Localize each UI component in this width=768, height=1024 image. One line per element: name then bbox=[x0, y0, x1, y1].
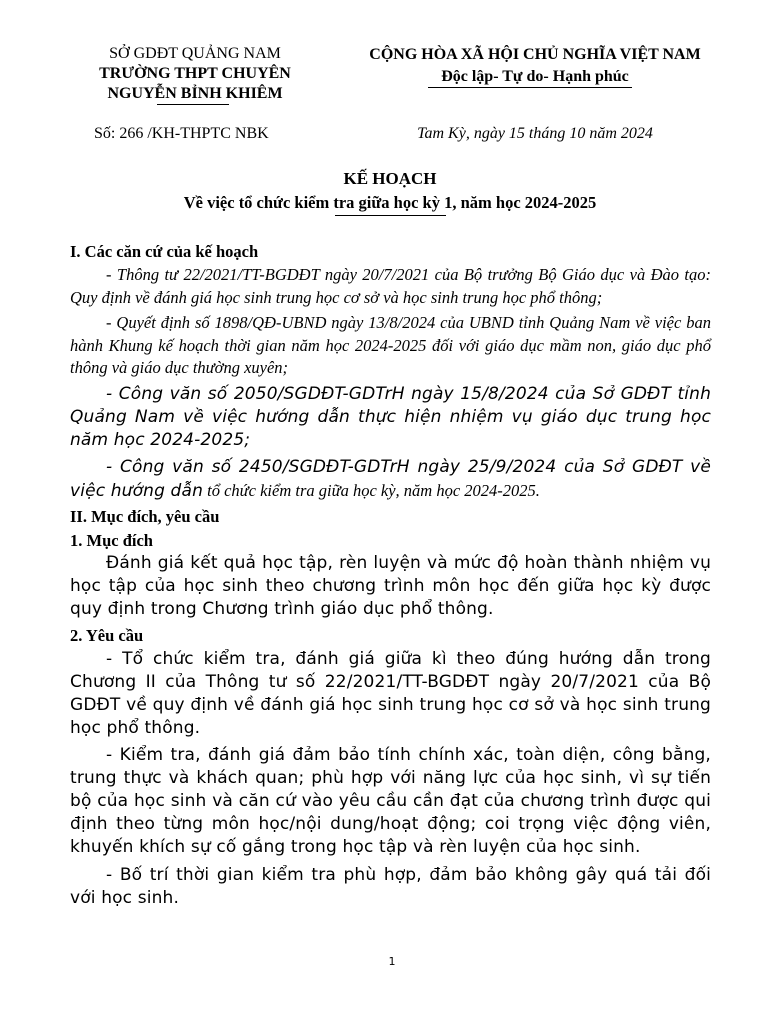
national-heading-block bbox=[330, 44, 740, 88]
document-number: Số: 266 /KH-THPTC NBK bbox=[94, 125, 269, 142]
page-number: 1 bbox=[388, 955, 396, 968]
motto-underline bbox=[428, 87, 632, 88]
department-name: SỞ GDĐT QUẢNG NAM bbox=[109, 45, 281, 62]
school-name-line2: NGUYỄN BỈNH KHIÊM bbox=[107, 85, 283, 102]
school-underline bbox=[157, 104, 229, 105]
requirement-item-3: - Bố trí thời gian kiểm tra phù hợp, đảm bảo không gây quá tải đối với học sinh. bbox=[70, 865, 711, 908]
issuing-agency-block bbox=[60, 44, 330, 104]
basis-item-1: - Thông tư 22/2021/TT-BGDĐT ngày 20/7/2021 của Bộ trưởng Bộ Giáo dục và Đào tạo: Quy định về đánh giá học sinh trung học cơ sở và học sinh trung học phổ thông; bbox=[70, 265, 711, 307]
document-subtitle: Về việc tổ chức kiểm tra giữa học kỳ 1, năm học 2024-2025 bbox=[183, 193, 597, 212]
basis-item-2: - Quyết định số 1898/QĐ-UBND ngày 13/8/2024 của UBND tỉnh Quảng Nam về việc ban hành Khung kế hoạch thời gian năm học 2024-2025 đối với giáo dục mầm non, giáo dục phổ thông và giáo dục thường xuyên; bbox=[70, 313, 711, 377]
national-motto: Độc lập- Tự do- Hạnh phúc bbox=[441, 68, 629, 85]
section-1-heading: I. Các căn cứ của kế hoạch bbox=[70, 242, 259, 261]
school-name-line1: TRƯỜNG THPT CHUYÊN bbox=[99, 65, 291, 82]
country-name: CỘNG HÒA XÃ HỘI CHỦ NGHĨA VIỆT NAM bbox=[369, 46, 701, 63]
basis-item-4-part1: - Công văn số 2450/SGDĐT-GDTrH ngày 25/9/2024 của Sở GDĐT về việc hướng dẫn bbox=[70, 457, 711, 501]
requirement-item-2: - Kiểm tra, đánh giá đảm bảo tính chính xác, toàn diện, công bằng, trung thực và khách quan; phù hợp với năng lực của học sinh, vì sự tiến bộ của học sinh và căn cứ vào yêu cầu cần đạt của chương trình được qui định theo từng môn học/nội dung/hoạt động; coi trọng việc động viên, khuyến khích sự cố gắng trong học tập và rèn luyện của học sinh. bbox=[70, 745, 711, 857]
place-and-date: Tam Kỳ, ngày 15 tháng 10 năm 2024 bbox=[417, 125, 653, 142]
requirements-heading: 2. Yêu cầu bbox=[70, 626, 144, 645]
subtitle-underline bbox=[335, 215, 446, 216]
purpose-heading: 1. Mục đích bbox=[70, 531, 153, 550]
basis-item-4-part2: tổ chức kiểm tra giữa học kỳ, năm học 2024-2025. bbox=[203, 481, 540, 500]
requirement-item-1: - Tổ chức kiểm tra, đánh giá giữa kì theo đúng hướng dẫn trong Chương II của Thông tư số 22/2021/TT-BGDĐT ngày 20/7/2021 của Bộ GDĐT về quy định về đánh giá học sinh trung học cơ sở và học sinh trung học phổ thông. bbox=[70, 649, 711, 738]
section-2-heading: II. Mục đích, yêu cầu bbox=[70, 507, 220, 526]
basis-item-4 bbox=[70, 455, 711, 503]
document-title: KẾ HOẠCH bbox=[343, 169, 437, 188]
purpose-text: Đánh giá kết quả học tập, rèn luyện và mức độ hoàn thành nhiệm vụ học tập của học sinh theo chương trình môn học đến giữa học kỳ được quy định trong Chương trình giáo dục phổ thông. bbox=[70, 553, 711, 619]
basis-item-3: - Công văn số 2050/SGDĐT-GDTrH ngày 15/8/2024 của Sở GDĐT tỉnh Quảng Nam về việc hướng dẫn thực hiện nhiệm vụ giáo dục trung học năm học 2024-2025; bbox=[70, 384, 711, 450]
